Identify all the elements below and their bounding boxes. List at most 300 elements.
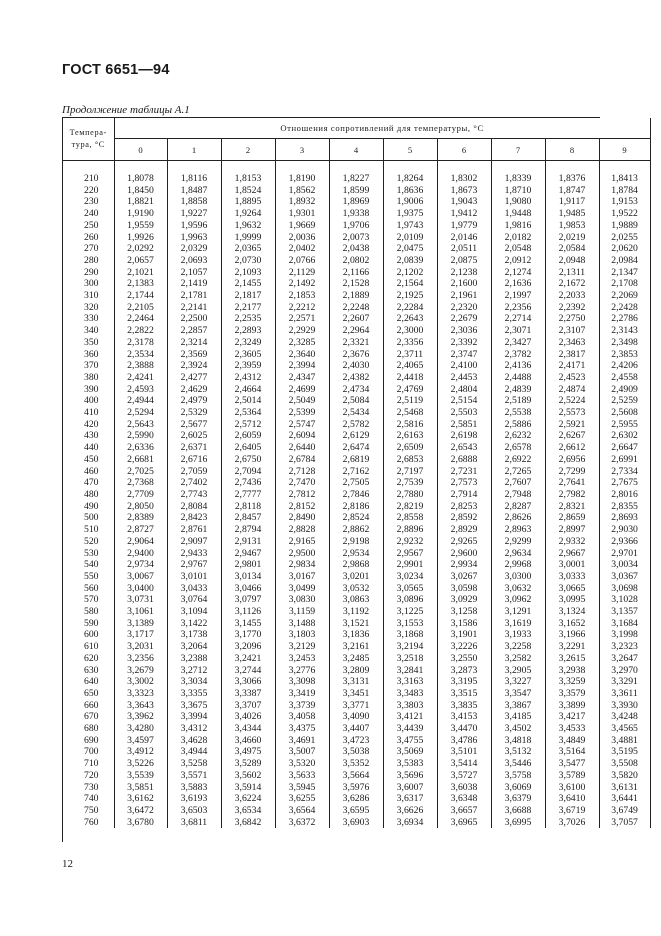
ratio-cell: 1,8413 — [599, 173, 650, 185]
ratio-cell: 2,5677 — [167, 419, 221, 431]
ratio-cell: 2,7265 — [491, 466, 545, 478]
temperature-cell: 520 — [63, 536, 114, 548]
ratio-cell: 3,5696 — [383, 770, 437, 782]
ratio-cell: 2,0438 — [329, 243, 383, 255]
table-row — [63, 337, 650, 349]
ratio-cell: 1,9999 — [221, 232, 275, 244]
temperature-cell: 530 — [63, 548, 114, 560]
ratio-cell: 2,8118 — [221, 501, 275, 513]
ratio-cell: 2,9097 — [167, 536, 221, 548]
ratio-cell: 2,1202 — [383, 267, 437, 279]
ratio-cell: 3,6534 — [221, 805, 275, 817]
ratio-cell: 2,5712 — [221, 419, 275, 431]
table-row — [63, 641, 650, 653]
ratio-cell: 3,6842 — [221, 817, 275, 829]
ratio-cell: 2,1564 — [383, 278, 437, 290]
table-row — [63, 349, 650, 361]
ratio-cell: 2,5189 — [491, 395, 545, 407]
ratio-cell: 1,8524 — [221, 185, 275, 197]
ratio-cell: 2,3498 — [599, 337, 650, 349]
ratio-cell: 3,5258 — [167, 758, 221, 770]
ratio-cell: 2,2356 — [491, 302, 545, 314]
table-row — [63, 278, 650, 290]
ratio-cell: 3,6595 — [329, 805, 383, 817]
ratio-cell: 3,0433 — [167, 583, 221, 595]
ratio-cell: 2,0548 — [491, 243, 545, 255]
ratio-cell: 2,1455 — [221, 278, 275, 290]
ratio-group-header: Отношения сопротивлений для температуры, °С — [114, 118, 650, 139]
ratio-cell: 3,3675 — [167, 700, 221, 712]
ratio-cell: 3,0466 — [221, 583, 275, 595]
ratio-cell: 1,9448 — [491, 208, 545, 220]
resistance-ratio-table — [62, 117, 638, 842]
ratio-cell: 1,8302 — [437, 173, 491, 185]
ratio-cell: 1,9117 — [545, 196, 599, 208]
ratio-cell: 2,8761 — [167, 524, 221, 536]
table-row — [63, 442, 650, 454]
ratio-cell: 2,3605 — [221, 349, 275, 361]
ratio-cell: 2,7436 — [221, 477, 275, 489]
ratio-cell: 2,4065 — [383, 360, 437, 372]
ratio-cell: 2,8997 — [545, 524, 599, 536]
ratio-cell: 2,8626 — [491, 512, 545, 524]
ratio-cell: 2,4664 — [221, 384, 275, 396]
ratio-cell: 1,8636 — [383, 185, 437, 197]
column-header-1: 1 — [167, 139, 221, 161]
ratio-cell: 2,3036 — [437, 325, 491, 337]
ratio-cell: 2,3285 — [275, 337, 329, 349]
ratio-cell: 3,0532 — [329, 583, 383, 595]
ratio-cell: 3,1357 — [599, 606, 650, 618]
temperature-cell: 220 — [63, 185, 114, 197]
ratio-cell: 3,1028 — [599, 594, 650, 606]
ratio-cell: 2,2679 — [437, 313, 491, 325]
ratio-cell: 2,6474 — [329, 442, 383, 454]
ratio-cell: 3,4881 — [599, 735, 650, 747]
ratio-cell: 3,5976 — [329, 782, 383, 794]
ratio-cell: 2,5608 — [599, 407, 650, 419]
ratio-cell: 1,9522 — [599, 208, 650, 220]
temperature-cell: 230 — [63, 196, 114, 208]
ratio-cell: 3,4723 — [329, 735, 383, 747]
ratio-cell: 2,9332 — [545, 536, 599, 548]
ratio-cell: 2,3392 — [437, 337, 491, 349]
table-row — [63, 676, 650, 688]
ratio-cell: 2,3959 — [221, 360, 275, 372]
ratio-cell: 2,5955 — [599, 419, 650, 431]
ratio-cell: 2,0146 — [437, 232, 491, 244]
ratio-cell: 2,6750 — [221, 454, 275, 466]
ratio-cell: 2,9734 — [114, 559, 167, 571]
ratio-cell: 2,7539 — [383, 477, 437, 489]
ratio-cell: 2,8287 — [491, 501, 545, 513]
column-header-9: 9 — [599, 139, 650, 161]
ratio-cell: 3,4312 — [167, 723, 221, 735]
ratio-cell: 2,9701 — [599, 548, 650, 560]
ratio-cell: 1,8932 — [275, 196, 329, 208]
ratio-cell: 3,4439 — [383, 723, 437, 735]
ratio-cell: 3,6100 — [545, 782, 599, 794]
ratio-cell: 3,3707 — [221, 700, 275, 712]
ratio-cell: 2,4979 — [167, 395, 221, 407]
ratio-cell: 3,4153 — [437, 711, 491, 723]
ratio-cell: 2,1528 — [329, 278, 383, 290]
ratio-cell: 2,3853 — [599, 349, 650, 361]
ratio-cell: 2,4206 — [599, 360, 650, 372]
temperature-cell: 720 — [63, 770, 114, 782]
column-header-4: 4 — [329, 139, 383, 161]
ratio-cell: 3,3355 — [167, 688, 221, 700]
temperature-cell: 410 — [63, 407, 114, 419]
ratio-cell: 2,3994 — [275, 360, 329, 372]
temperature-cell: 310 — [63, 290, 114, 302]
ratio-cell: 3,2064 — [167, 641, 221, 653]
ratio-cell: 2,1311 — [545, 267, 599, 279]
ratio-cell: 1,8969 — [329, 196, 383, 208]
ratio-cell: 3,4502 — [491, 723, 545, 735]
temperature-cell: 450 — [63, 454, 114, 466]
ratio-cell: 3,1717 — [114, 629, 167, 641]
ratio-cell: 2,1889 — [329, 290, 383, 302]
ratio-cell: 2,4347 — [275, 372, 329, 384]
ratio-cell: 2,1057 — [167, 267, 221, 279]
ratio-cell: 2,7368 — [114, 477, 167, 489]
ratio-cell: 3,5289 — [221, 758, 275, 770]
ratio-cell: 2,1672 — [545, 278, 599, 290]
ratio-cell: 1,9632 — [221, 220, 275, 232]
ratio-cell: 2,8794 — [221, 524, 275, 536]
ratio-cell: 2,0584 — [545, 243, 599, 255]
table-row — [63, 220, 650, 232]
ratio-cell: 2,9500 — [275, 548, 329, 560]
table-row — [63, 267, 650, 279]
ratio-cell: 3,0234 — [383, 571, 437, 583]
temperature-cell: 390 — [63, 384, 114, 396]
ratio-cell: 3,6903 — [329, 817, 383, 829]
ratio-cell: 2,1347 — [599, 267, 650, 279]
ratio-cell: 1,9779 — [437, 220, 491, 232]
ratio-cell: 3,5664 — [329, 770, 383, 782]
ratio-cell: 3,4818 — [491, 735, 545, 747]
table-row — [63, 793, 650, 805]
ratio-cell: 3,2582 — [491, 653, 545, 665]
ratio-cell: 3,5539 — [114, 770, 167, 782]
ratio-cell: 2,4488 — [491, 372, 545, 384]
ratio-cell: 2,2964 — [329, 325, 383, 337]
ratio-cell: 2,9868 — [329, 559, 383, 571]
temperature-cell: 740 — [63, 793, 114, 805]
ratio-cell: 2,7777 — [221, 489, 275, 501]
ratio-cell: 2,2822 — [114, 325, 167, 337]
ratio-cell: 3,1803 — [275, 629, 329, 641]
ratio-cell: 1,8895 — [221, 196, 275, 208]
ratio-cell: 2,4629 — [167, 384, 221, 396]
ratio-cell: 2,9131 — [221, 536, 275, 548]
ratio-cell: 1,9669 — [275, 220, 329, 232]
ratio-cell: 3,3547 — [491, 688, 545, 700]
ratio-cell: 1,8599 — [329, 185, 383, 197]
ratio-cell: 2,1274 — [491, 267, 545, 279]
ratio-cell: 1,9743 — [383, 220, 437, 232]
ratio-cell: 2,0219 — [545, 232, 599, 244]
ratio-cell: 3,4597 — [114, 735, 167, 747]
ratio-cell: 2,7402 — [167, 477, 221, 489]
table-row — [63, 407, 650, 419]
ratio-cell: 2,9265 — [437, 536, 491, 548]
ratio-cell: 2,7607 — [491, 477, 545, 489]
ratio-cell: 3,5477 — [545, 758, 599, 770]
temperature-cell: 470 — [63, 477, 114, 489]
ratio-cell: 3,3131 — [329, 676, 383, 688]
temperature-cell: 570 — [63, 594, 114, 606]
ratio-cell: 2,0657 — [114, 255, 167, 267]
table-row — [63, 430, 650, 442]
ratio-cell: 2,0182 — [491, 232, 545, 244]
ratio-cell: 2,7025 — [114, 466, 167, 478]
ratio-cell: 3,1488 — [275, 618, 329, 630]
ratio-cell: 2,3534 — [114, 349, 167, 361]
ratio-cell: 2,8253 — [437, 501, 491, 513]
ratio-cell: 2,2643 — [383, 313, 437, 325]
temperature-cell: 430 — [63, 430, 114, 442]
ratio-cell: 3,6780 — [114, 817, 167, 829]
ratio-cell: 2,6716 — [167, 454, 221, 466]
temperature-cell: 560 — [63, 583, 114, 595]
ratio-cell: 3,6934 — [383, 817, 437, 829]
table-row — [63, 325, 650, 337]
ratio-cell: 1,9006 — [383, 196, 437, 208]
ratio-cell: 3,5383 — [383, 758, 437, 770]
table-row — [63, 688, 650, 700]
ratio-cell: 3,6131 — [599, 782, 650, 794]
ratio-cell: 3,6503 — [167, 805, 221, 817]
ratio-cell: 3,4185 — [491, 711, 545, 723]
ratio-cell: 3,6995 — [491, 817, 545, 829]
ratio-cell: 2,5747 — [275, 419, 329, 431]
temperature-cell: 490 — [63, 501, 114, 513]
ratio-cell: 3,2679 — [114, 665, 167, 677]
temperature-cell: 340 — [63, 325, 114, 337]
ratio-cell: 3,1684 — [599, 618, 650, 630]
ratio-cell: 2,4277 — [167, 372, 221, 384]
ratio-cell: 3,3867 — [491, 700, 545, 712]
ratio-cell: 1,8673 — [437, 185, 491, 197]
ratio-cell: 3,0001 — [545, 559, 599, 571]
table-row — [63, 536, 650, 548]
ratio-cell: 3,2776 — [275, 665, 329, 677]
ratio-cell: 2,2212 — [275, 302, 329, 314]
ratio-cell: 3,1966 — [545, 629, 599, 641]
ratio-cell: 2,3071 — [491, 325, 545, 337]
ratio-cell: 3,3291 — [599, 676, 650, 688]
ratio-cell: 2,7675 — [599, 477, 650, 489]
ratio-cell: 1,9816 — [491, 220, 545, 232]
ratio-cell: 3,2938 — [545, 665, 599, 677]
ratio-cell: 2,7094 — [221, 466, 275, 478]
ratio-cell: 3,3611 — [599, 688, 650, 700]
ratio-cell: 2,1997 — [491, 290, 545, 302]
ratio-cell: 2,5084 — [329, 395, 383, 407]
temperature-cell: 580 — [63, 606, 114, 618]
ratio-cell: 3,2485 — [329, 653, 383, 665]
ratio-cell: 2,6371 — [167, 442, 221, 454]
ratio-cell: 2,1636 — [491, 278, 545, 290]
column-header-0: 0 — [114, 139, 167, 161]
ratio-cell: 2,9467 — [221, 548, 275, 560]
ratio-cell: 2,6578 — [491, 442, 545, 454]
column-header-6: 6 — [437, 139, 491, 161]
table-row — [63, 735, 650, 747]
ratio-cell: 3,4944 — [167, 746, 221, 758]
ratio-cell: 2,7743 — [167, 489, 221, 501]
table-row — [63, 302, 650, 314]
ratio-cell: 1,9889 — [599, 220, 650, 232]
ratio-cell: 3,1126 — [221, 606, 275, 618]
ratio-cell: 2,0839 — [383, 255, 437, 267]
ratio-cell: 3,1225 — [383, 606, 437, 618]
ratio-cell: 3,4849 — [545, 735, 599, 747]
ratio-cell: 3,4786 — [437, 735, 491, 747]
ratio-cell: 3,1553 — [383, 618, 437, 630]
ratio-cell: 2,7914 — [437, 489, 491, 501]
ratio-cell: 1,9301 — [275, 208, 329, 220]
ratio-cell: 2,4944 — [114, 395, 167, 407]
ratio-cell: 3,3098 — [275, 676, 329, 688]
ratio-cell: 2,6198 — [437, 430, 491, 442]
ratio-cell: 2,1744 — [114, 290, 167, 302]
table-row — [63, 384, 650, 396]
ratio-cell: 3,0565 — [383, 583, 437, 595]
table-row — [63, 548, 650, 560]
ratio-cell: 2,6647 — [599, 442, 650, 454]
table-row — [63, 395, 650, 407]
ratio-cell: 2,8929 — [437, 524, 491, 536]
ratio-cell: 2,4839 — [491, 384, 545, 396]
ratio-cell: 2,6853 — [383, 454, 437, 466]
ratio-cell: 3,4090 — [329, 711, 383, 723]
ratio-cell: 3,0962 — [491, 594, 545, 606]
temperature-cell: 500 — [63, 512, 114, 524]
ratio-cell: 3,1159 — [275, 606, 329, 618]
ratio-cell: 2,5851 — [437, 419, 491, 431]
ratio-cell: 3,2031 — [114, 641, 167, 653]
ratio-cell: 2,8050 — [114, 501, 167, 513]
table-row — [63, 243, 650, 255]
ratio-cell: 3,6965 — [437, 817, 491, 829]
ratio-cell: 1,9485 — [545, 208, 599, 220]
ratio-cell: 2,2893 — [221, 325, 275, 337]
ratio-cell: 2,4523 — [545, 372, 599, 384]
ratio-cell: 3,5101 — [437, 746, 491, 758]
ratio-cell: 2,1238 — [437, 267, 491, 279]
ratio-cell: 3,5727 — [437, 770, 491, 782]
table-row — [63, 700, 650, 712]
ratio-cell: 3,4121 — [383, 711, 437, 723]
ratio-cell: 2,3356 — [383, 337, 437, 349]
ratio-cell: 2,8727 — [114, 524, 167, 536]
ratio-cell: 3,1389 — [114, 618, 167, 630]
ratio-cell: 2,1093 — [221, 267, 275, 279]
temperature-cell: 250 — [63, 220, 114, 232]
ratio-cell: 3,5789 — [545, 770, 599, 782]
ratio-cell: 1,9080 — [491, 196, 545, 208]
ratio-cell: 2,0730 — [221, 255, 275, 267]
column-header-7: 7 — [491, 139, 545, 161]
ratio-cell: 2,7641 — [545, 477, 599, 489]
ratio-cell: 2,7948 — [491, 489, 545, 501]
ratio-cell: 2,5468 — [383, 407, 437, 419]
temperature-cell: 440 — [63, 442, 114, 454]
table-row — [63, 571, 650, 583]
ratio-cell: 2,7059 — [167, 466, 221, 478]
ratio-cell: 3,5069 — [383, 746, 437, 758]
ratio-cell: 3,2129 — [275, 641, 329, 653]
ratio-cell: 3,3066 — [221, 676, 275, 688]
ratio-cell: 2,2786 — [599, 313, 650, 325]
ratio-cell: 3,7057 — [599, 817, 650, 829]
ratio-cell: 2,6059 — [221, 430, 275, 442]
ratio-cell: 2,8693 — [599, 512, 650, 524]
table-row — [63, 594, 650, 606]
ratio-cell: 3,4565 — [599, 723, 650, 735]
table-row — [63, 360, 650, 372]
ratio-cell: 2,0036 — [275, 232, 329, 244]
ratio-cell: 3,2518 — [383, 653, 437, 665]
temperature-cell: 760 — [63, 817, 114, 829]
ratio-cell: 3,3259 — [545, 676, 599, 688]
table-row — [63, 290, 650, 302]
ratio-cell: 3,5883 — [167, 782, 221, 794]
temperature-cell: 260 — [63, 232, 114, 244]
ratio-cell: 3,2905 — [491, 665, 545, 677]
ratio-cell: 3,2809 — [329, 665, 383, 677]
ratio-cell: 2,9232 — [383, 536, 437, 548]
ratio-cell: 2,2500 — [167, 313, 221, 325]
ratio-cell: 2,3427 — [491, 337, 545, 349]
ratio-cell: 2,6440 — [275, 442, 329, 454]
ratio-cell: 2,2033 — [545, 290, 599, 302]
ratio-cell: 3,6441 — [599, 793, 650, 805]
ratio-cell: 2,5154 — [437, 395, 491, 407]
table-row — [63, 232, 650, 244]
ratio-cell: 2,8963 — [491, 524, 545, 536]
ratio-cell: 1,8784 — [599, 185, 650, 197]
ratio-cell: 3,6379 — [491, 793, 545, 805]
ratio-cell: 2,3107 — [545, 325, 599, 337]
ratio-cell: 2,7812 — [275, 489, 329, 501]
ratio-cell: 3,0400 — [114, 583, 167, 595]
temperature-cell: 380 — [63, 372, 114, 384]
table-row — [63, 758, 650, 770]
ratio-cell: 2,8896 — [383, 524, 437, 536]
ratio-cell: 2,8219 — [383, 501, 437, 513]
ratio-cell: 1,9853 — [545, 220, 599, 232]
ratio-cell: 2,8457 — [221, 512, 275, 524]
ratio-cell: 2,8828 — [275, 524, 329, 536]
ratio-cell: 3,3771 — [329, 700, 383, 712]
ratio-cell: 2,9767 — [167, 559, 221, 571]
ratio-cell: 2,0875 — [437, 255, 491, 267]
ratio-cell: 1,8190 — [275, 173, 329, 185]
ratio-cell: 2,1383 — [114, 278, 167, 290]
temperature-cell: 400 — [63, 395, 114, 407]
temperature-cell: 550 — [63, 571, 114, 583]
ratio-cell: 2,1781 — [167, 290, 221, 302]
ratio-cell: 2,8423 — [167, 512, 221, 524]
temperature-cell: 680 — [63, 723, 114, 735]
temperature-cell: 600 — [63, 629, 114, 641]
ratio-cell: 2,2069 — [599, 290, 650, 302]
